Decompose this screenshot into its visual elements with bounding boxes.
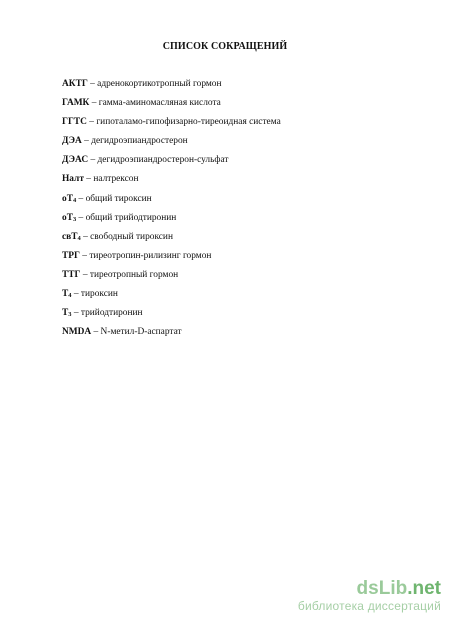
abbreviation-term xyxy=(62,232,81,242)
abbreviation-item xyxy=(62,94,422,113)
abbreviation-definition: – адренокортикотропный гормон xyxy=(87,79,222,89)
abbreviation-item xyxy=(62,190,422,209)
abbreviation-item xyxy=(62,323,422,342)
abbreviation-term-text: Т xyxy=(62,289,69,300)
abbreviation-term xyxy=(62,270,80,280)
abbreviation-term xyxy=(62,251,80,261)
abbreviation-item xyxy=(62,113,422,132)
abbreviation-term-text: АКТГ xyxy=(62,79,88,89)
abbreviation-term-text: ДЭАС xyxy=(62,155,89,166)
abbreviation-term-subscript: 4 xyxy=(72,196,77,204)
abbreviation-term xyxy=(62,79,88,89)
watermark-logo xyxy=(298,579,441,599)
abbreviation-item xyxy=(62,75,422,94)
abbreviation-term-text: ГАМК xyxy=(62,98,90,109)
abbreviation-term-subscript: 4 xyxy=(77,234,81,242)
abbreviation-term-text: Т xyxy=(62,308,69,319)
abbreviation-term-subscript: 3 xyxy=(72,215,77,223)
abbreviation-item xyxy=(62,170,422,189)
abbreviation-term-subscript: 3 xyxy=(68,311,72,319)
abbreviation-item xyxy=(62,285,422,304)
abbreviation-term xyxy=(62,213,76,223)
abbreviation-term xyxy=(62,98,89,108)
abbreviation-term-text: ТТГ xyxy=(62,269,81,280)
abbreviation-item xyxy=(62,228,422,247)
abbreviation-term-text: ДЭА xyxy=(62,136,82,147)
abbreviation-item xyxy=(62,247,422,266)
abbreviation-term xyxy=(62,136,82,146)
watermark-tagline: библиотека диссертаций xyxy=(297,599,441,613)
abbreviation-definition: – общий тироксин xyxy=(76,193,152,204)
watermark-logo-main: dsLib xyxy=(356,578,408,599)
abbreviation-term-text: оТ xyxy=(62,212,73,223)
abbreviation-item xyxy=(62,151,422,170)
abbreviation-item xyxy=(62,209,422,228)
abbreviation-definition: – N-метил-D-аспартат xyxy=(91,327,182,338)
abbreviation-term-text: NMDA xyxy=(62,327,92,338)
abbreviation-term xyxy=(62,117,87,127)
abbreviation-term xyxy=(62,308,72,318)
abbreviation-definition: – свободный тироксин xyxy=(80,231,173,242)
abbreviation-definition: – дегидроэпиандростерон-сульфат xyxy=(88,155,229,166)
abbreviation-definition: – гамма-аминомасляная кислота xyxy=(89,98,221,109)
abbreviation-definition: – тироксин xyxy=(71,289,118,300)
abbreviation-definition: – дегидроэпиандростерон xyxy=(81,136,188,147)
abbreviation-item xyxy=(62,304,422,323)
abbreviation-definition: – налтрексон xyxy=(83,174,139,185)
watermark xyxy=(298,579,441,613)
abbreviation-term-text: ТРГ xyxy=(62,250,80,261)
abbreviation-definition: – тиреотропный гормон xyxy=(80,269,179,280)
abbreviation-term-text: свТ xyxy=(62,231,78,242)
watermark-logo-suffix: .net xyxy=(407,578,441,599)
abbreviation-definition: – тиреотропин-рилизинг гормон xyxy=(79,250,212,261)
abbreviation-definition: – трийодтиронин xyxy=(71,308,143,319)
abbreviation-term-text: оТ xyxy=(62,193,73,204)
abbreviation-term xyxy=(62,327,91,337)
abbreviation-term-text: Налт xyxy=(62,174,84,185)
abbreviation-term xyxy=(62,174,84,184)
abbreviation-term xyxy=(62,194,76,204)
abbreviation-list xyxy=(62,75,422,342)
abbreviation-term xyxy=(62,289,72,299)
abbreviation-term-text: ГГТС xyxy=(62,117,87,128)
abbreviation-term-subscript: 4 xyxy=(68,292,72,300)
abbreviation-item xyxy=(62,132,422,151)
page-title: СПИСОК СОКРАЩЕНИЙ xyxy=(162,41,288,52)
abbreviation-definition: – общий трийодтиронин xyxy=(76,212,177,223)
abbreviation-definition: – гипоталамо-гипофизарно-тиреоидная система xyxy=(86,117,281,128)
abbreviation-item xyxy=(62,266,422,285)
abbreviation-term xyxy=(62,155,88,165)
